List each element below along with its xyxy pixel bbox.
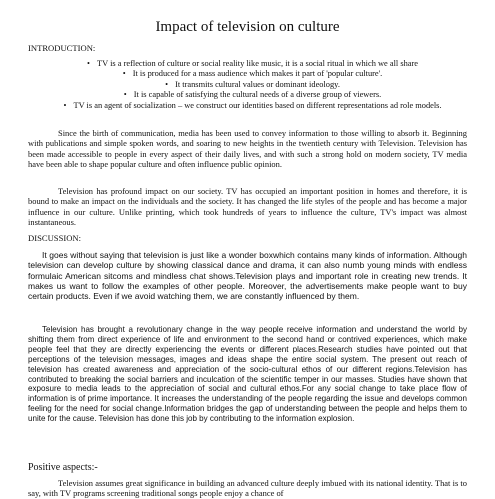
bullet-item (30, 101, 475, 111)
bullet-text: It is capable of satisfying the cultural needs of a diverse group of viewers. (133, 90, 382, 100)
bullet-dot-icon: • (86, 59, 90, 68)
bullet-item (30, 69, 475, 79)
discussion-heading: DISCUSSION: (28, 233, 82, 243)
bullet-dot-icon: • (123, 90, 127, 100)
intro-paragraph-1: Since the birth of communication, media has been used to convey information to those willing to absorb it. Beginning with publications and simple spoken words, and soaring to new heights in the twentieth century with Television. Television has been made accessible to people in every aspect of their daily lives, and with such a strong hold on modern society, TV media have been able to shape popular culture and often influence public opinion. (28, 128, 467, 170)
bullet-text: TV is a reflection of culture or social reality like music, it is a social ritual in which we all share (96, 59, 419, 68)
bullet-item (30, 90, 475, 100)
intro-paragraph-2: Television has profound impact on our society. TV has occupied an important position in homes and therefore, it is bound to make an impact on the individuals and the society. It has changed the life styles of the people and has become a major influence in our culture. Unlike printing, which took hundreds of years to influence the culture, TV's impact was almost instantaneous. (28, 186, 467, 228)
bullet-item (30, 80, 475, 90)
bullet-dot-icon: • (63, 100, 67, 110)
bullet-text: It transmits cultural values or dominant ideology. (175, 79, 340, 89)
bullet-text: TV is an agent of socialization – we construct our identities based on different representations ad role models. (73, 100, 442, 110)
bullet-text: It is produced for a mass audience which makes it part of 'popular culture'. (132, 69, 383, 79)
discussion-paragraph-1: It goes without saying that television is just like a wonder boxwhich contains many kinds of information. Although television can develop culture by showing classical dance and drama, it can also numb young minds with endless formulaic American sitcoms and mindless chat shows.Television plays and important role in creating new trends. It makes us want to follow the examples of other people. Moreover, the advertisements make people want to buy certain products. Even if we avoid watching them, we are constantly influenced by them. (28, 250, 467, 302)
bullet-dot-icon: • (165, 79, 169, 89)
bullet-item (30, 59, 475, 69)
introduction-heading: INTRODUCTION: (28, 43, 96, 53)
introduction-bullet-list (30, 59, 475, 111)
bullet-dot-icon: • (122, 69, 126, 79)
positive-aspects-heading: Positive aspects:- (28, 462, 98, 473)
document-title: Impact of television on culture (155, 19, 340, 35)
positive-aspects-paragraph: Television assumes great significance in building an advanced culture deeply imbued with its national identity. That is to say, with TV programs screening traditional songs people enjoy a chance of (28, 478, 467, 499)
discussion-paragraph-2: Television has brought a revolutionary change in the way people receive information and understand the world by shifting them from direct experience of life and environment to the second hand or contrived experiences, which make people feel that they are directly experiencing the events or different places.Research studies have pointed out that perceptions of the television messages, images and ideas shape the entire social system. The present out reach of television has created awareness and appreciation of the socio-cultural ethos of our different regions.Television has contributed to breaking the social barriers and inculcation of the scientific temper in our masses. Studies have shown that exposure to media leads to the appreciation of social and cultural ethos.For any social change to take place flow of information is of prime importance. It increases the understanding of the people regarding the issue and develops common feeling for the need for social change.Information bridges the gap of understanding between the people and helps them to unite for the cause. Television has done this job by contributing to the information explosion. (28, 325, 467, 424)
